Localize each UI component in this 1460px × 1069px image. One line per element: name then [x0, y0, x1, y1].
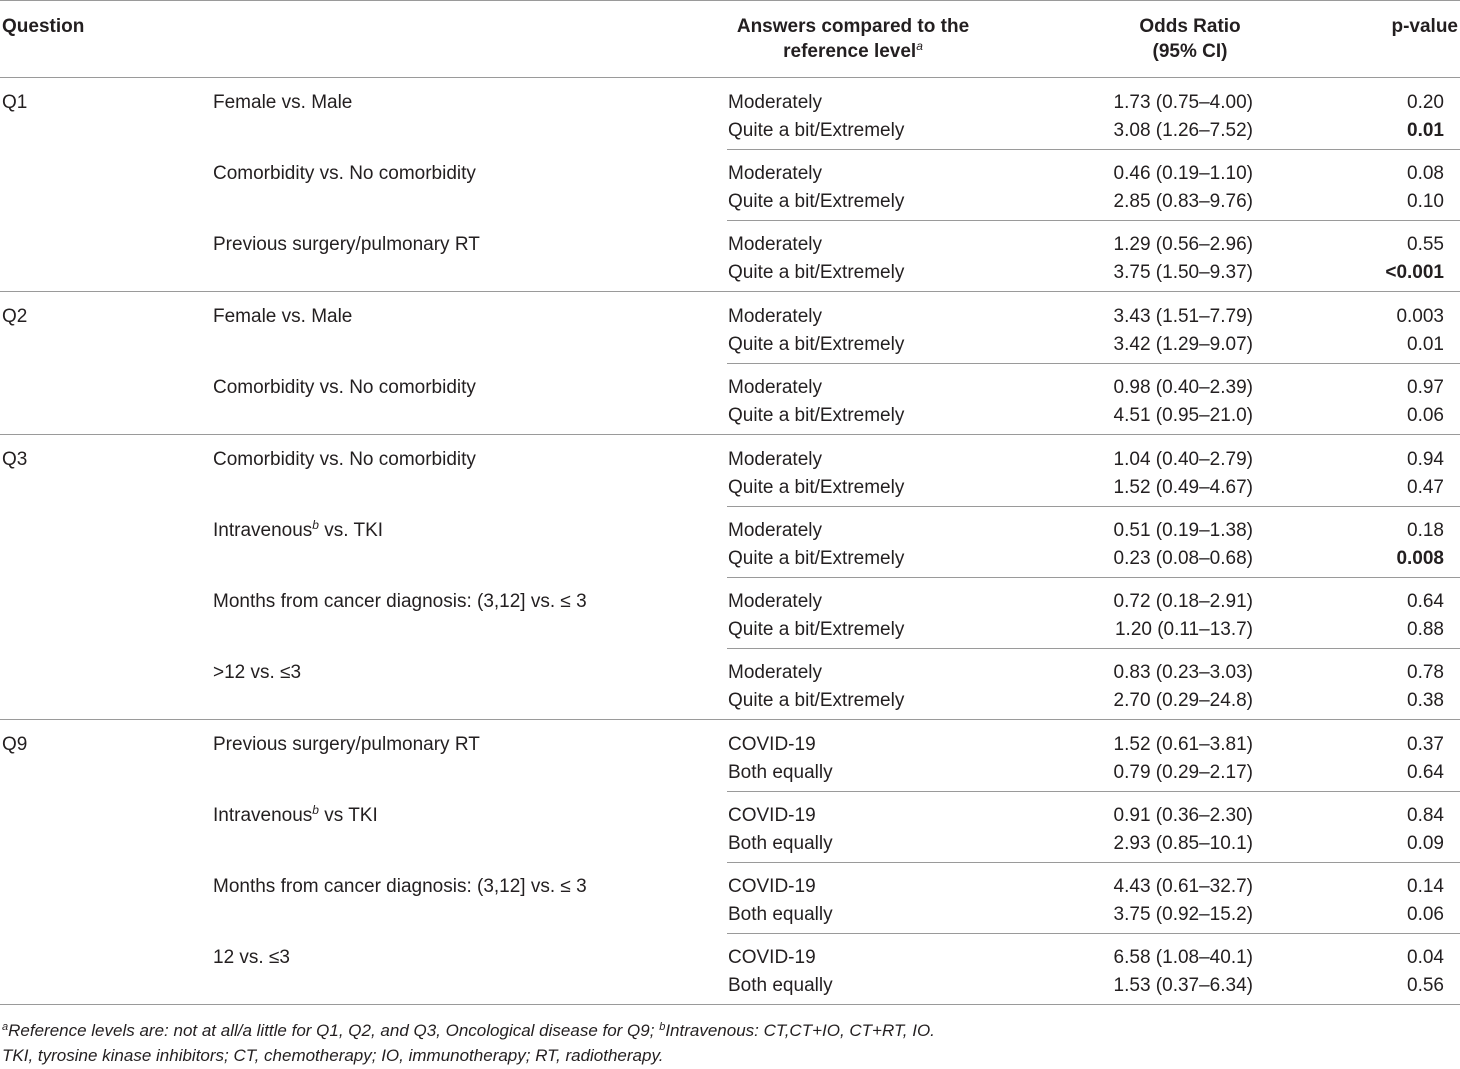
- odds-ratio-cell: 3.08 (1.26–7.52): [1113, 120, 1253, 141]
- pvalue-cell: 0.56: [1407, 975, 1444, 996]
- comparison-label-text: Months from cancer diagnosis: (3,12] vs. ≤ 3: [213, 591, 587, 612]
- answer-cell: Both equally: [728, 975, 833, 996]
- pvalue-cell: 0.14: [1407, 876, 1444, 897]
- comparison-label-text: Intravenous: [213, 520, 313, 541]
- answer-cell: COVID-19: [728, 876, 816, 897]
- answer-cell: Quite a bit/Extremely: [728, 334, 905, 355]
- comparison-block: [0, 862, 1460, 933]
- comparison-block: [0, 220, 1460, 291]
- answer-cell: Moderately: [728, 377, 822, 398]
- pvalue-cell: 0.01: [1407, 120, 1444, 141]
- pvalue-cell: 0.78: [1407, 662, 1444, 683]
- comparison-block: [0, 149, 1460, 220]
- header-pvalue: p-value: [1391, 16, 1458, 37]
- odds-ratio-cell: 0.72 (0.18–2.91): [1113, 591, 1253, 612]
- answer-cell: Quite a bit/Extremely: [728, 690, 905, 711]
- odds-ratio-cell: 0.79 (0.29–2.17): [1113, 762, 1253, 783]
- table-row: [0, 304, 1460, 331]
- footnote-sup-a: a: [2, 1021, 9, 1033]
- pvalue-cell: 0.97: [1407, 377, 1444, 398]
- comparison-block: [0, 363, 1460, 434]
- table-row: [0, 688, 1460, 715]
- comparison-label-sup: b: [312, 803, 319, 817]
- header-question: Question: [2, 16, 85, 37]
- answer-cell: COVID-19: [728, 947, 816, 968]
- odds-ratio-cell: 4.51 (0.95–21.0): [1113, 405, 1253, 426]
- odds-ratio-cell: 3.75 (1.50–9.37): [1113, 262, 1253, 283]
- table-row: [0, 232, 1460, 259]
- answer-cell: Quite a bit/Extremely: [728, 548, 905, 569]
- pvalue-cell: 0.88: [1407, 619, 1444, 640]
- odds-ratio-cell: 3.42 (1.29–9.07): [1113, 334, 1253, 355]
- question-label: Q1: [2, 92, 28, 113]
- table-row: [0, 375, 1460, 402]
- answer-cell: Moderately: [728, 591, 822, 612]
- comparison-block: [0, 292, 1460, 363]
- odds-ratio-cell: 1.29 (0.56–2.96): [1113, 234, 1253, 255]
- table-row: [0, 760, 1460, 787]
- table-row: [0, 90, 1460, 117]
- pvalue-cell: <0.001: [1385, 262, 1444, 283]
- footnote-line1: [2, 1018, 935, 1043]
- odds-ratio-cell: 3.75 (0.92–15.2): [1113, 904, 1253, 925]
- odds-ratio-cell: 2.85 (0.83–9.76): [1113, 191, 1253, 212]
- comparison-label-text: Female vs. Male: [213, 306, 353, 327]
- answer-cell: COVID-19: [728, 734, 816, 755]
- odds-ratio-cell: 1.52 (0.49–4.67): [1113, 477, 1253, 498]
- answer-cell: Both equally: [728, 904, 833, 925]
- header-answers-line2: reference level: [783, 41, 917, 62]
- answer-cell: Quite a bit/Extremely: [728, 191, 905, 212]
- answer-cell: Quite a bit/Extremely: [728, 120, 905, 141]
- table-row: [0, 546, 1460, 573]
- odds-ratio-cell: 3.43 (1.51–7.79): [1113, 306, 1253, 327]
- comparison-label-text: Comorbidity vs. No comorbidity: [213, 377, 476, 398]
- table-row: [0, 332, 1460, 359]
- pvalue-cell: 0.94: [1407, 449, 1444, 470]
- answer-cell: Moderately: [728, 662, 822, 683]
- footnote-sup-b: b: [659, 1021, 666, 1033]
- table-row: [0, 118, 1460, 145]
- answer-cell: COVID-19: [728, 805, 816, 826]
- question-group: [0, 720, 1460, 1005]
- table-row: [0, 732, 1460, 759]
- pvalue-cell: 0.47: [1407, 477, 1444, 498]
- table-row: [0, 518, 1460, 545]
- table-row: [0, 403, 1460, 430]
- answer-cell: Quite a bit/Extremely: [728, 477, 905, 498]
- answer-cell: Moderately: [728, 234, 822, 255]
- table-row: [0, 589, 1460, 616]
- header-or-line1: Odds Ratio: [1139, 16, 1241, 37]
- answer-cell: Moderately: [728, 306, 822, 327]
- question-group: [0, 78, 1460, 292]
- pvalue-cell: 0.008: [1396, 548, 1444, 569]
- table-row: [0, 803, 1460, 830]
- odds-ratio-cell: 0.91 (0.36–2.30): [1113, 805, 1253, 826]
- comparison-label-suffix: vs TKI: [318, 805, 378, 826]
- odds-ratio-cell: 1.73 (0.75–4.00): [1113, 92, 1253, 113]
- question-group: [0, 435, 1460, 720]
- pvalue-cell: 0.06: [1407, 405, 1444, 426]
- answer-cell: Moderately: [728, 92, 822, 113]
- odds-ratio-cell: 0.46 (0.19–1.10): [1113, 163, 1253, 184]
- comparison-block: [0, 648, 1460, 719]
- question-group: [0, 292, 1460, 435]
- comparison-block: [0, 933, 1460, 1004]
- table-body: [0, 78, 1460, 1005]
- comparison-label-text: 12 vs. ≤3: [213, 947, 290, 968]
- odds-ratio-cell: 0.98 (0.40–2.39): [1113, 377, 1253, 398]
- comparison-block: [0, 791, 1460, 862]
- header-answers-sup: a: [916, 39, 923, 53]
- question-label: Q9: [2, 734, 28, 755]
- table-row: [0, 831, 1460, 858]
- pvalue-cell: 0.01: [1407, 334, 1444, 355]
- comparison-block: [0, 435, 1460, 506]
- pvalue-cell: 0.20: [1407, 92, 1444, 113]
- table-row: [0, 945, 1460, 972]
- pvalue-cell: 0.37: [1407, 734, 1444, 755]
- header-odds-ratio: [1100, 14, 1280, 64]
- comparison-label-sup: b: [312, 518, 319, 532]
- answer-cell: Both equally: [728, 762, 833, 783]
- pvalue-cell: 0.55: [1407, 234, 1444, 255]
- pvalue-cell: 0.38: [1407, 690, 1444, 711]
- odds-ratio-cell: 1.52 (0.61–3.81): [1113, 734, 1253, 755]
- question-label: Q2: [2, 306, 28, 327]
- odds-ratio-cell: 0.51 (0.19–1.38): [1113, 520, 1253, 541]
- comparison-label-text: Comorbidity vs. No comorbidity: [213, 449, 476, 470]
- table-footnote: [2, 1018, 935, 1068]
- odds-ratio-cell: 1.20 (0.11–13.7): [1114, 619, 1253, 640]
- table-row: [0, 973, 1460, 1000]
- pvalue-cell: 0.10: [1407, 191, 1444, 212]
- table-header: [0, 0, 1460, 78]
- footnote-text-b: Intravenous: CT,CT+IO, CT+RT, IO.: [665, 1021, 935, 1040]
- comparison-block: [0, 78, 1460, 149]
- table-row: [0, 189, 1460, 216]
- footnote-line2: TKI, tyrosine kinase inhibitors; CT, chemotherapy; IO, immunotherapy; RT, radiotherapy.: [2, 1046, 664, 1065]
- answer-cell: Quite a bit/Extremely: [728, 262, 905, 283]
- question-label: Q3: [2, 449, 28, 470]
- footnote-text-a: Reference levels are: not at all/a little for Q1, Q2, and Q3, Oncological disease for Q9;: [8, 1021, 660, 1040]
- comparison-label-text: Previous surgery/pulmonary RT: [213, 234, 480, 255]
- pvalue-cell: 0.06: [1407, 904, 1444, 925]
- comparison-label-text: Female vs. Male: [213, 92, 353, 113]
- pvalue-cell: 0.18: [1407, 520, 1444, 541]
- odds-ratio-cell: 1.53 (0.37–6.34): [1113, 975, 1253, 996]
- comparison-label-text: >12 vs. ≤3: [213, 662, 302, 683]
- table-row: [0, 874, 1460, 901]
- odds-ratio-cell: 0.23 (0.08–0.68): [1113, 548, 1253, 569]
- comparison-label-text: Comorbidity vs. No comorbidity: [213, 163, 476, 184]
- odds-ratio-cell: 6.58 (1.08–40.1): [1113, 947, 1253, 968]
- comparison-block: [0, 720, 1460, 791]
- pvalue-cell: 0.04: [1407, 947, 1444, 968]
- comparison-label-text: Intravenous: [213, 805, 313, 826]
- header-answers: [728, 14, 978, 64]
- odds-ratio-cell: 4.43 (0.61–32.7): [1113, 876, 1253, 897]
- table-row: [0, 161, 1460, 188]
- odds-ratio-cell: 2.70 (0.29–24.8): [1113, 690, 1253, 711]
- comparison-block: [0, 577, 1460, 648]
- comparison-label-text: Months from cancer diagnosis: (3,12] vs. ≤ 3: [213, 876, 587, 897]
- table-row: [0, 260, 1460, 287]
- answer-cell: Quite a bit/Extremely: [728, 405, 905, 426]
- pvalue-cell: 0.003: [1396, 306, 1444, 327]
- pvalue-cell: 0.09: [1407, 833, 1444, 854]
- odds-ratio-cell: 0.83 (0.23–3.03): [1113, 662, 1253, 683]
- odds-ratio-cell: 1.04 (0.40–2.79): [1113, 449, 1253, 470]
- table-row: [0, 617, 1460, 644]
- table-row: [0, 475, 1460, 502]
- answer-cell: Quite a bit/Extremely: [728, 619, 905, 640]
- answer-cell: Moderately: [728, 520, 822, 541]
- pvalue-cell: 0.64: [1407, 591, 1444, 612]
- comparison-block: [0, 506, 1460, 577]
- answer-cell: Moderately: [728, 163, 822, 184]
- answer-cell: Both equally: [728, 833, 833, 854]
- pvalue-cell: 0.64: [1407, 762, 1444, 783]
- table-row: [0, 660, 1460, 687]
- header-answers-line1: Answers compared to the: [736, 16, 970, 37]
- comparison-label-suffix: vs. TKI: [318, 520, 384, 541]
- table-row: [0, 902, 1460, 929]
- table-row: [0, 447, 1460, 474]
- header-or-line2: (95% CI): [1152, 41, 1228, 62]
- odds-ratio-cell: 2.93 (0.85–10.1): [1113, 833, 1253, 854]
- answer-cell: Moderately: [728, 449, 822, 470]
- comparison-label-text: Previous surgery/pulmonary RT: [213, 734, 480, 755]
- pvalue-cell: 0.84: [1407, 805, 1444, 826]
- pvalue-cell: 0.08: [1407, 163, 1444, 184]
